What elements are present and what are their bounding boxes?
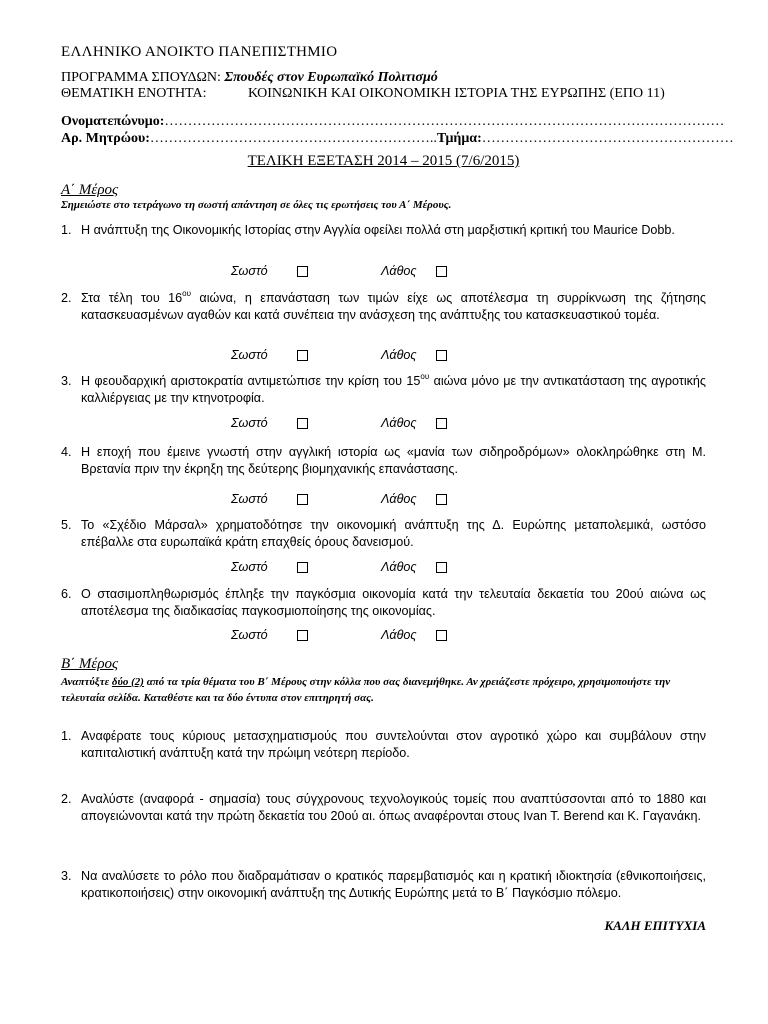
true-label: Σωστό xyxy=(231,628,268,642)
true-label: Σωστό xyxy=(231,416,268,430)
part-a-question-1 xyxy=(61,222,706,239)
part-b-heading: Β΄ Μέρος xyxy=(61,656,119,672)
false-checkbox[interactable] xyxy=(436,418,447,429)
student-reg-label: Αρ. Μητρώου: xyxy=(61,131,150,146)
false-label: Λάθος xyxy=(381,264,417,278)
program-value: Σπουδές στον Ευρωπαϊκό Πολιτισμό xyxy=(224,70,438,85)
false-checkbox[interactable] xyxy=(436,350,447,361)
part-b-question-2 xyxy=(61,791,706,825)
question-text: Ο στασιμοπληθωρισμός έπληξε την παγκόσμια οικονομία κατά την τελευταία δεκαετία του 20ού αιώνα ως αποτέλεσμα της διαδικασίας παγκοσμιοποίησης της οικονομίας. xyxy=(81,587,706,618)
false-label: Λάθος xyxy=(381,416,417,430)
part-a-note: Σημειώστε στο τετράγωνο τη σωστή απάντηση σε όλες τις ερωτήσεις του Α΄ Μέρους. xyxy=(61,199,452,211)
part-b-note: Αναπτύξτε δύο (2) από τα τρία θέματα του Β΄ Μέρους στην κόλλα που σας διανεμήθηκε. Αν χρειάζεστε πρόχειρο, χρησιμοποιήστε την τελευταία σελίδα. Καταθέστε και τα δύο έντυπα στον επιτηρητή σας. xyxy=(61,676,671,704)
true-checkbox[interactable] xyxy=(297,630,308,641)
false-checkbox[interactable] xyxy=(436,266,447,277)
part-a-question-5 xyxy=(61,517,706,551)
question-number: 4. xyxy=(61,445,72,459)
unit-value: ΚΟΙΝΩΝΙΚΗ ΚΑΙ ΟΙΚΟΝΟΜΙΚΗ ΙΣΤΟΡΙΑ ΤΗΣ ΕΥΡΩΠΗΣ (ΕΠΟ 11) xyxy=(248,86,665,101)
closing-wish: ΚΑΛΗ ΕΠΙΤΥΧΙΑ xyxy=(604,918,706,933)
unit-label: ΘΕΜΑΤΙΚΗ ΕΝΟΤΗΤΑ: xyxy=(61,86,207,101)
student-dept-dots: ……………………………………………… xyxy=(481,131,734,146)
question-text: Το «Σχέδιο Μάρσαλ» χρηματοδότησε την οικονομική ανάπτυξη της Δ. Ευρώπης μεταπολεμικά, ωστόσο επέβαλλε στα ευρωπαϊκά κράτη επαχθείς όρους δανεισμού. xyxy=(81,518,706,549)
part-a-answer-3 xyxy=(61,416,706,432)
false-checkbox[interactable] xyxy=(436,630,447,641)
true-label: Σωστό xyxy=(231,560,268,574)
part-a-answer-5 xyxy=(61,560,706,576)
part-a-answer-4 xyxy=(61,492,706,508)
question-text-cont: αιώνα, η επανάσταση των τιμών είχε ως αποτέλεσμα τη συρρίκνωση της ζήτησης κατασκευασμένων αγαθών και κατά συνέπεια την ανάσχεση της ανάπτυξης του κατασκευαστικού τομέα. xyxy=(81,291,707,322)
true-checkbox[interactable] xyxy=(297,266,308,277)
true-label: Σωστό xyxy=(231,264,268,278)
part-a-answer-6 xyxy=(61,628,706,644)
question-number: 6. xyxy=(61,587,72,601)
question-text: Η εποχή που έμεινε γνωστή στην αγγλική ιστορία ως «μανία των σιδηροδρόμων» ολοκληρώθηκε στη Μ. Βρετανία πριν την έκρηξη της δεύτερης βιομηχανικής επανάστασης. xyxy=(81,445,706,476)
part-a-question-3 xyxy=(61,373,706,407)
part-a-question-2 xyxy=(61,290,706,324)
true-checkbox[interactable] xyxy=(297,418,308,429)
question-number: 1. xyxy=(61,223,72,237)
part-b-question-3 xyxy=(61,868,706,902)
question-text-cont: αιώνα μόνο με την αντικατάσταση της αγροτικής καλλιέργειας με την κτηνοτροφία. xyxy=(81,374,706,405)
false-label: Λάθος xyxy=(381,560,417,574)
question-number: 2. xyxy=(61,792,72,806)
false-label: Λάθος xyxy=(381,348,417,362)
question-text: Η ανάπτυξη της Οικονομικής Ιστορίας στην Αγγλία οφείλει πολλά στη μαρξιστική κριτική του Maurice Dobb. xyxy=(81,223,675,237)
true-label: Σωστό xyxy=(231,492,268,506)
unit-line xyxy=(61,86,665,102)
question-text: Αναφέρατε τους κύριους μετασχηματισμούς που συντελούνται στον αγροτικό χώρο και συμβάλουν στην καπιταλιστική ανάπτυξη κατά την πρώιμη νεότερη περίοδο. xyxy=(81,729,706,760)
question-text: Η φεουδαρχική αριστοκρατία αντιμετώπισε την κρίση του 15 xyxy=(81,374,421,388)
question-number: 3. xyxy=(61,869,72,883)
student-name-line xyxy=(61,114,724,130)
true-checkbox[interactable] xyxy=(297,562,308,573)
exam-title: ΤΕΛΙΚΗ ΕΞΕΤΑΣΗ 2014 – 2015 (7/6/2015) xyxy=(247,153,520,169)
question-text: Αναλύστε (αναφορά - σημασία) τους σύγχρονους τεχνολογικούς τομείς που αναπτύσσονται από το 1880 και απογειώνονται κατά την πρώτη δεκαετία του 20ού αι. όπως αναφέρονται στους Ivan T. Berend και Κ. Γαγανάκη. xyxy=(81,792,706,823)
false-checkbox[interactable] xyxy=(436,494,447,505)
question-number: 3. xyxy=(61,374,72,388)
part-a-question-4 xyxy=(61,444,706,478)
university-name: ΕΛΛΗΝΙΚΟ ΑΝΟΙΚΤΟ ΠΑΝΕΠΙΣΤΗΜΙΟ xyxy=(61,44,338,60)
question-number: 2. xyxy=(61,291,72,305)
true-checkbox[interactable] xyxy=(297,494,308,505)
part-b-question-1 xyxy=(61,728,706,762)
ordinal-suffix: ου xyxy=(420,371,430,381)
question-number: 1. xyxy=(61,729,72,743)
student-name-label: Ονοματεπώνυμο: xyxy=(61,114,165,129)
student-reg-dots: …………………………………………………….. xyxy=(149,131,437,146)
false-label: Λάθος xyxy=(381,628,417,642)
ordinal-suffix: ου xyxy=(182,288,191,298)
true-label: Σωστό xyxy=(231,348,268,362)
note-emphasis: δύο (2) xyxy=(111,676,144,688)
question-text: Στα τέλη του 16 xyxy=(81,291,183,305)
part-a-question-6 xyxy=(61,586,706,620)
student-reg-line xyxy=(61,131,734,147)
student-dept-label: Τμήμα: xyxy=(436,131,482,146)
false-checkbox[interactable] xyxy=(436,562,447,573)
program-line xyxy=(61,70,438,86)
program-label: ΠΡΟΓΡΑΜΜΑ ΣΠΟΥΔΩΝ: xyxy=(61,70,221,85)
part-a-answer-1 xyxy=(61,264,706,280)
false-label: Λάθος xyxy=(381,492,417,506)
student-name-dots: ………………………………………………………………………………………………………… xyxy=(164,114,725,129)
question-text: Να αναλύσετε το ρόλο που διαδραμάτισαν ο κρατικός παρεμβατισμός και η κρατική ιδιοκτησία (εθνικοποιήσεις, κρατικοποιήσεις) στην οικονομική ανάπτυξη της Δυτικής Ευρώπης μετά το Β΄ Παγκόσμιο πόλεμο. xyxy=(81,869,706,900)
true-checkbox[interactable] xyxy=(297,350,308,361)
part-a-answer-2 xyxy=(61,348,706,364)
part-a-heading: Α΄ Μέρος xyxy=(61,182,119,198)
question-number: 5. xyxy=(61,518,72,532)
